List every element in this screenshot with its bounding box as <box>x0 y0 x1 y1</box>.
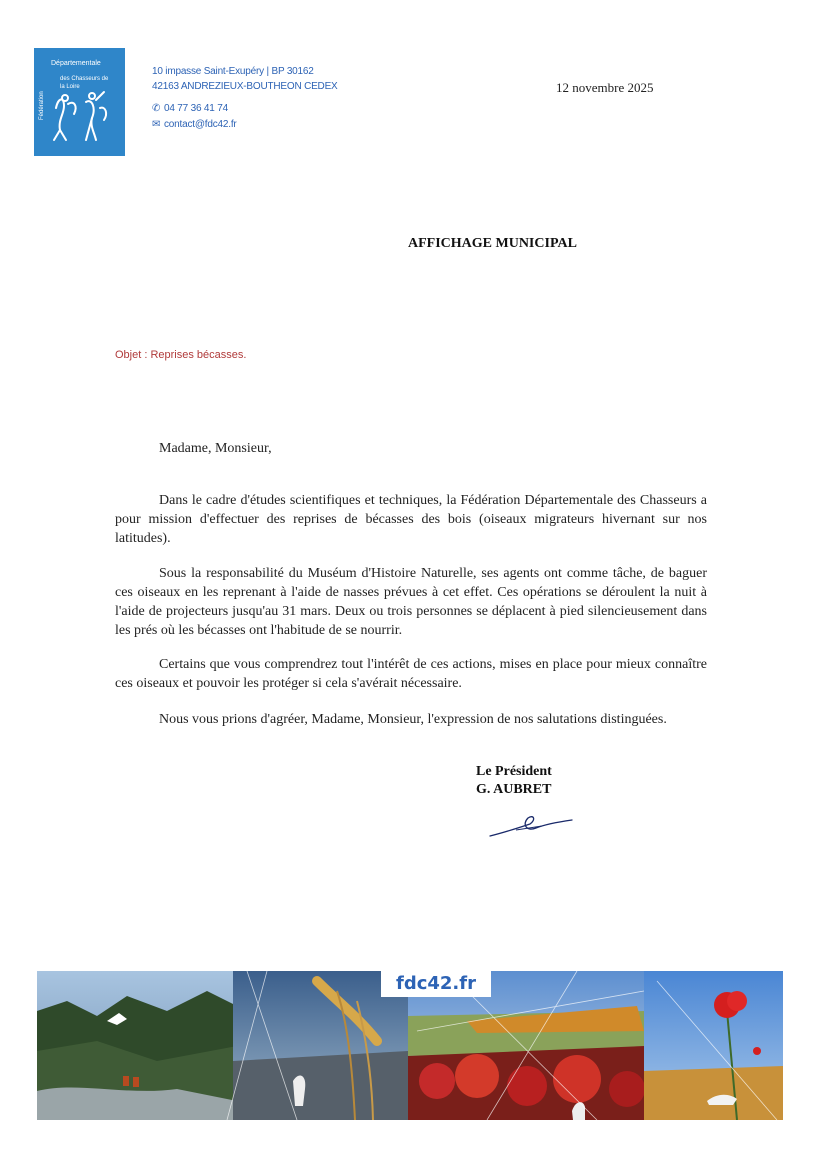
paragraph-2: Sous la responsabilité du Muséum d'Histoire Naturelle, ses agents ont comme tâche, de baguer ces oiseaux en les reprenant à l'aide de nasses prévues à cet effet. Ces opérations se déroulent la nuit à l'aide de projecteurs jusqu'au 31 mars. Deux ou trois personnes se déplacent à pied silencieusement dans les prés où les bécasses ont l'habitude de se nourrir. <box>115 566 707 638</box>
handwritten-signature <box>486 810 576 842</box>
phone-icon: ✆ <box>152 103 161 114</box>
paragraph-4: Nous vous prions d'agréer, Madame, Monsieur, l'expression de nos salutations distinguées. <box>159 712 667 727</box>
logo-text-departementale: Départementale <box>51 60 101 67</box>
signatory-name: G. AUBRET <box>476 782 552 797</box>
footer-banner <box>37 971 783 1120</box>
logo-text-federation: Fédération <box>39 91 45 120</box>
website-link[interactable]: fdc42.fr <box>381 971 491 997</box>
subject-line: Objet : Reprises bécasses. <box>115 349 247 361</box>
address-line-2: 42163 ANDREZIEUX-BOUTHEON CEDEX <box>152 81 338 92</box>
fdc-logo <box>34 48 125 156</box>
logo-text-chasseurs: des Chasseurs de la Loire <box>60 76 109 90</box>
signatory-title: Le Président <box>476 764 552 779</box>
address-line-1: 10 impasse Saint-Exupéry | BP 30162 <box>152 66 314 77</box>
phone-line <box>152 103 228 114</box>
mail-icon: ✉ <box>152 119 161 130</box>
greeting: Madame, Monsieur, <box>159 441 272 456</box>
email-line <box>152 119 237 130</box>
phone-number[interactable]: 04 77 36 41 74 <box>164 103 228 114</box>
paragraph-1: Dans le cadre d'études scientifiques et techniques, la Fédération Départementale des Chasseurs a pour mission d'effectuer des reprises de bécasses des bois (oiseaux migrateurs hivernant sur nos latitudes). <box>115 493 707 546</box>
email-link[interactable]: contact@fdc42.fr <box>164 119 237 130</box>
letter-date: 12 novembre 2025 <box>556 80 654 95</box>
paragraph-3: Certains que vous comprendrez tout l'intérêt de ces actions, mises en place pour mieux connaître ces oiseaux et pouvoir les protéger si cela s'avérait nécessaire. <box>115 657 707 691</box>
page-title: AFFICHAGE MUNICIPAL <box>408 236 577 251</box>
